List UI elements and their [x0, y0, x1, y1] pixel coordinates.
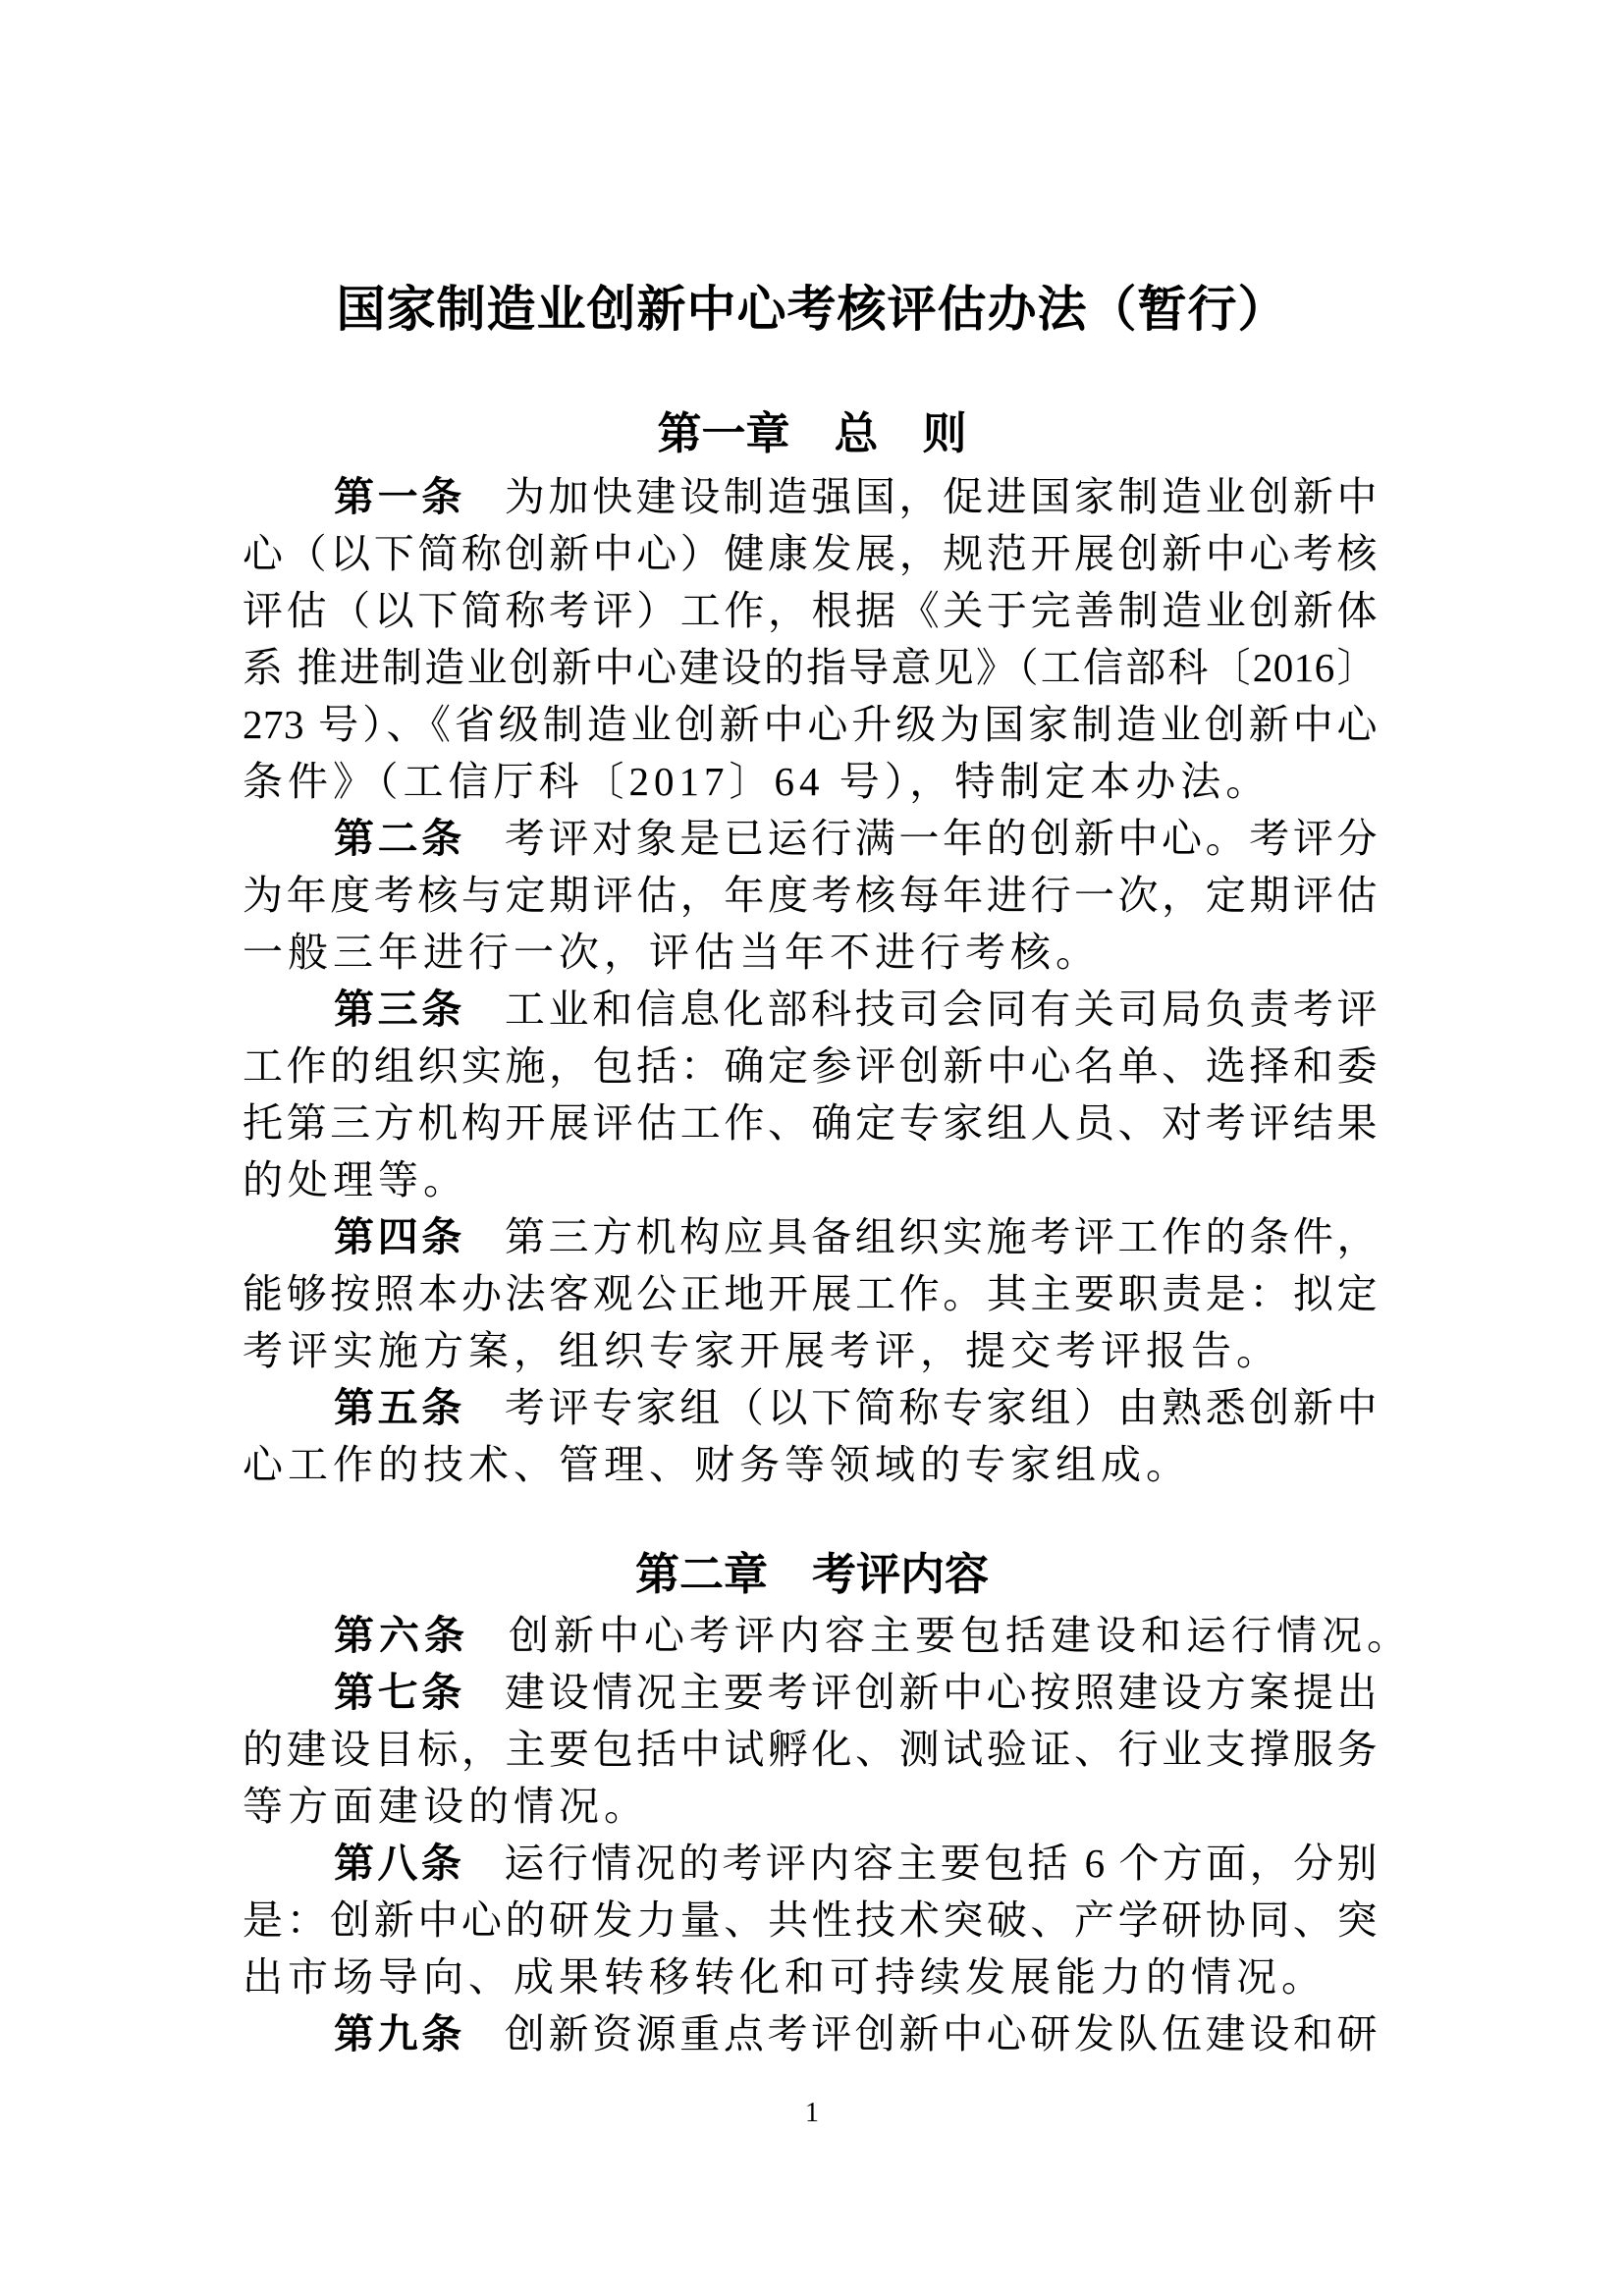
line-text: 等方面建设的情况。 [243, 1784, 649, 1829]
line-text: 工业和信息化部科技司会同有关司局负责考评 [504, 987, 1379, 1032]
line-text: 托第三方机构开展评估工作、确定专家组人员、对考评结果 [243, 1100, 1378, 1146]
line-text: 系 推进制造业创新中心建设的指导意见》（工信部科〔2016〕 [243, 645, 1378, 690]
text-line [243, 1835, 1378, 1892]
text-line [243, 1949, 1378, 2005]
text-line [243, 1778, 1378, 1835]
line-text: 第三方机构应具备组织实施考评工作的条件， [504, 1214, 1379, 1259]
line-text: 运行情况的考评内容主要包括 6 个方面，分别 [504, 1841, 1379, 1886]
line-text: 一般三年进行一次，评估当年不进行考核。 [243, 930, 1101, 975]
line-text: 条件》（工信厅科〔2017〕64 号），特制定本办法。 [243, 759, 1272, 804]
chapter-1-heading: 第一章 总 则 [657, 408, 967, 458]
text-line [243, 981, 1378, 1038]
article-3-label: 第三条 [334, 987, 465, 1032]
text-line [243, 1664, 1378, 1721]
line-text: 工作的组织实施，包括：确定参评创新中心名单、选择和委 [243, 1043, 1378, 1089]
line-text: 为加快建设制造强国，促进国家制造业创新中 [504, 474, 1379, 519]
text-line [243, 1892, 1378, 1949]
article-2-label: 第二条 [334, 816, 465, 861]
text-line [243, 867, 1378, 924]
line-text: 为年度考核与定期评估，年度考核每年进行一次，定期评估 [243, 873, 1378, 918]
line-text: 的处理等。 [243, 1157, 468, 1202]
text-line [243, 696, 1378, 753]
article-1-label: 第一条 [334, 474, 465, 519]
chapter-2-body [243, 1607, 1412, 2062]
line-text: 考评专家组（以下简称专家组）由熟悉创新中 [504, 1385, 1379, 1430]
article-5-label: 第五条 [334, 1385, 465, 1430]
line-text: 出市场导向、成果转移转化和可持续发展能力的情况。 [243, 1954, 1326, 2000]
text-line [243, 1208, 1378, 1265]
text-line [243, 1322, 1378, 1379]
text-line [243, 1607, 1412, 1664]
line-text: 心（以下简称创新中心）健康发展，规范开展创新中心考核 [243, 531, 1378, 576]
line-text: 创新中心考评内容主要包括建设和运行情况。 [509, 1613, 1412, 1658]
text-line [243, 1151, 1378, 1208]
line-text: 是：创新中心的研发力量、共性技术突破、产学研协同、突 [243, 1897, 1378, 1943]
line-text: 的建设目标，主要包括中试孵化、测试验证、行业支撑服务 [243, 1727, 1378, 1772]
text-line [243, 924, 1378, 981]
text-line [243, 753, 1378, 810]
text-line [243, 810, 1378, 867]
text-line [243, 1379, 1378, 1436]
article-8-label: 第八条 [334, 1841, 465, 1886]
document-title: 国家制造业创新中心考核评估办法（暂行） [336, 282, 1288, 337]
line-text: 273 号）、《省级制造业创新中心升级为国家制造业创新中心 [243, 702, 1378, 747]
text-line [243, 1721, 1378, 1778]
text-line [243, 1038, 1378, 1095]
text-line [243, 468, 1378, 525]
text-line [243, 1265, 1378, 1322]
article-6-label: 第六条 [334, 1613, 469, 1658]
line-text: 评估（以下简称考评）工作，根据《关于完善制造业创新体 [243, 588, 1378, 633]
line-text: 建设情况主要考评创新中心按照建设方案提出 [504, 1670, 1379, 1715]
chapter-2-heading: 第二章 考评内容 [634, 1549, 989, 1599]
text-line [243, 1095, 1378, 1151]
text-line [243, 1436, 1378, 1493]
line-text: 创新资源重点考评创新中心研发队伍建设和研 [504, 2011, 1379, 2056]
text-line [243, 582, 1378, 639]
article-4-label: 第四条 [334, 1214, 465, 1259]
article-9-label: 第九条 [334, 2011, 465, 2056]
line-text: 心工作的技术、管理、财务等领域的专家组成。 [243, 1442, 1191, 1487]
text-line [243, 2005, 1378, 2062]
line-text: 考评对象是已运行满一年的创新中心。考评分 [504, 816, 1379, 861]
page-number: 1 [805, 2098, 819, 2128]
chapter-1-body [243, 468, 1378, 1493]
text-line [243, 639, 1378, 696]
line-text: 考评实施方案，组织专家开展考评，提交考评报告。 [243, 1328, 1281, 1373]
text-line [243, 525, 1378, 582]
line-text: 能够按照本办法客观公正地开展工作。其主要职责是：拟定 [243, 1271, 1378, 1316]
article-7-label: 第七条 [334, 1670, 465, 1715]
